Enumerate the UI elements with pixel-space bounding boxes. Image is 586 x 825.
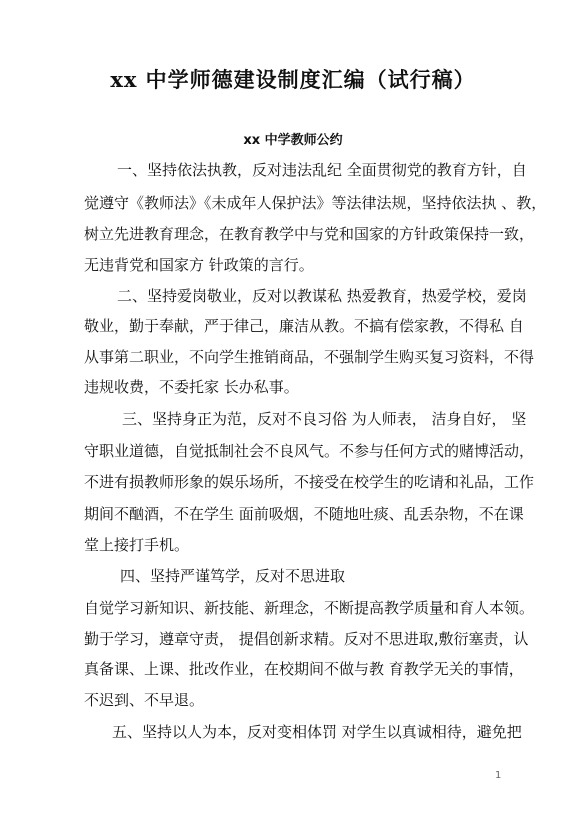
paragraph-line: 敬业，勤于奉献，严于律己，廉洁从教。不搞有偿家教，不得私 自 (84, 317, 524, 335)
paragraph-line: 勤于学习，遵章守责， 提倡创新求精。反对不思进取,敷衍塞责，认 (84, 630, 529, 648)
paragraph-line: 三、坚持身正为范，反对不良习俗 为人师表， 洁身自好， 坚 (122, 410, 527, 428)
paragraph-line: 树立先进教育理念，在教育教学中与党和国家的方针政策保持一致， (84, 225, 535, 243)
paragraph-line: 一、坚持依法执教，反对违法乱纪 全面贯彻党的教育方针，自 (117, 161, 527, 179)
paragraph-line: 违规收费，不委托家 长办私事。 (84, 378, 299, 396)
paragraph-line: 从事第二职业，不向学生推销商品，不强制学生购买复习资料，不得 (84, 348, 535, 366)
paragraph-line: 期间不酗酒，不在学生 面前吸烟，不随地吐痰、乱丢杂物，不在课 (84, 505, 524, 523)
paragraph-line: 堂上接打手机。 (84, 536, 190, 554)
page-number: 1 (495, 770, 502, 781)
paragraph-line: 自觉学习新知识、新技能、新理念，不断提高教学质量和育人本领。 (84, 599, 535, 617)
paragraph-line: 五、坚持以人为本，反对变相体罚 对学生以真诚相待，避免把 (112, 723, 522, 741)
paragraph-line: 四、坚持严谨笃学，反对不思进取 (120, 567, 346, 585)
paragraph-line: 觉遵守《教师法》《未成年人保护法》等法律法规，坚持依法执 、教， (84, 194, 547, 212)
document-title: xx 中学师德建设制度汇编（试行稿） (110, 67, 476, 92)
paragraph-line: 无违背党和国家方 针政策的言行。 (84, 256, 314, 274)
paragraph-line: 二、坚持爱岗敬业，反对以教谋私 热爱教育，热爱学校，爱岗 (117, 287, 527, 305)
document-subtitle: xx 中学教师公约 (243, 133, 343, 148)
paragraph-line: 守职业道德，自觉抵制社会不良风气。不参与任何方式的赌博活动， (84, 442, 535, 460)
paragraph-line: 不进有损教师形象的娱乐场所，不接受在校学生的吃请和礼品，工作 (84, 473, 535, 491)
paragraph-line: 不迟到、不早退。 (84, 691, 205, 709)
paragraph-line: 真备课、上课、批改作业，在校期间不做与教 育教学无关的事情， (84, 660, 524, 678)
